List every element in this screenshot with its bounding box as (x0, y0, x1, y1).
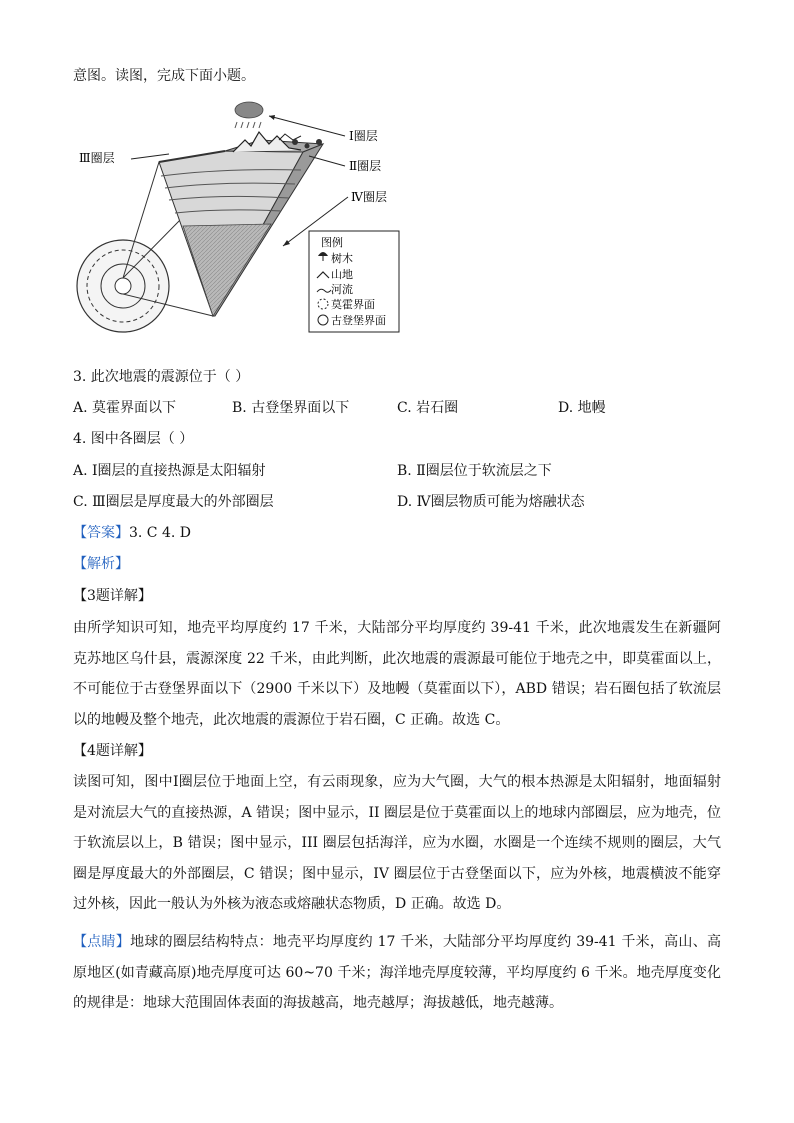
answer-label: 【答案】 (73, 525, 129, 541)
legend-item-moho: 莫霍界面 (331, 298, 375, 311)
q4-option-b: B. Ⅱ圈层位于软流层之下 (397, 463, 552, 479)
detail3-text: 由所学知识可知，地壳平均厚度约 17 千米，大陆部分平均厚度约 39-41 千米，此次地震发生在新疆阿克苏地区乌什县，震源深度 22 千米，由此判断，此次地震的震源最可能位于地壳之中，即莫霍面以上，不可能位于古登堡界面以下（2900 千米以下）及地幔（莫霍面以下），ABD 错误；岩石圈包括了软流层以的地幔及整个地壳，此次地震的震源位于岩石圈，C 正确。故选 C。 (73, 620, 721, 728)
pointer-layer2 (309, 156, 345, 166)
label-layer4: Ⅳ圈层 (351, 190, 387, 204)
legend-item-river: 河流 (331, 283, 353, 296)
pointer-layer3 (131, 154, 169, 159)
detail4-text: 读图可知，图中Ⅰ圈层位于地面上空，有云雨现象，应为大气圈，大气的根本热源是太阳辐射，地面辐射是对流层大气的直接热源，A 错误；图中显示，II 圈层是位于莫霍面以上的地球内部圈层，应为地壳，位于软流层以上，B 错误；图中显示，III 圈层包括海洋，应为水圈，水圈是一个连续不规则的圈层，大气圈是厚度最大的外部圈层，C 错误；图中显示，IV 圈层位于古登堡面以下，应为外核，地震横波不能穿过外核，因此一般认为外核为液态或熔融状态物质，D 正确。故选 D。 (73, 774, 721, 912)
label-layer2: Ⅱ圈层 (349, 159, 382, 173)
q4-option-a: A. Ⅰ圈层的直接热源是太阳辐射 (73, 463, 266, 479)
legend-item-gutenberg: 古登堡界面 (331, 314, 386, 327)
cloud-rain-icon (235, 102, 263, 128)
earth-layers-diagram (73, 96, 413, 340)
q4-stem: 4. 图中各圈层（ ） (73, 431, 194, 447)
q3-option-a: A. 莫霍界面以下 (73, 400, 177, 416)
q3-option-c: C. 岩石圈 (397, 400, 459, 416)
label-layer3: Ⅲ圈层 (79, 151, 115, 165)
intro-text: 意图。读图，完成下面小题。 (73, 68, 255, 84)
earth-wedge-icon (159, 132, 323, 316)
legend-item-tree: 树木 (331, 252, 353, 265)
tip-text: 地球的圈层结构特点：地壳平均厚度约 17 千米，大陆部分平均厚度约 39-41 千米，高山、高原地区(如青藏高原)地壳厚度可达 60~70 千米；海洋地壳厚度较薄，平均厚度约 6 千米。地壳厚度变化的规律是：地球大范围固体表面的海拔越高，地壳越厚；海拔越低，地壳越薄。 (73, 934, 721, 1011)
earth-section-icon (77, 240, 169, 332)
q4-option-d: D. Ⅳ圈层物质可能为熔融状态 (397, 494, 585, 510)
legend-title: 图例 (321, 236, 343, 249)
q3-option-d: D. 地幔 (558, 400, 606, 416)
label-layer1: Ⅰ圈层 (349, 129, 378, 143)
q3-stem: 3. 此次地震的震源位于（ ） (73, 369, 250, 385)
pointer-layer1 (269, 116, 345, 136)
answer-text: 3. C 4. D (129, 525, 192, 541)
q4-option-c: C. Ⅲ圈层是厚度最大的外部圈层 (73, 494, 274, 510)
q3-option-b: B. 古登堡界面以下 (232, 400, 350, 416)
tip-paragraph (73, 927, 721, 1019)
legend (309, 231, 399, 332)
detail3-label: 【3题详解】 (73, 588, 152, 604)
answer-line (73, 523, 191, 543)
detail4-label: 【4题详解】 (73, 743, 152, 759)
tip-label: 【点睛】 (73, 934, 131, 950)
analysis-label: 【解析】 (73, 556, 129, 572)
legend-item-mountain: 山地 (331, 268, 353, 281)
